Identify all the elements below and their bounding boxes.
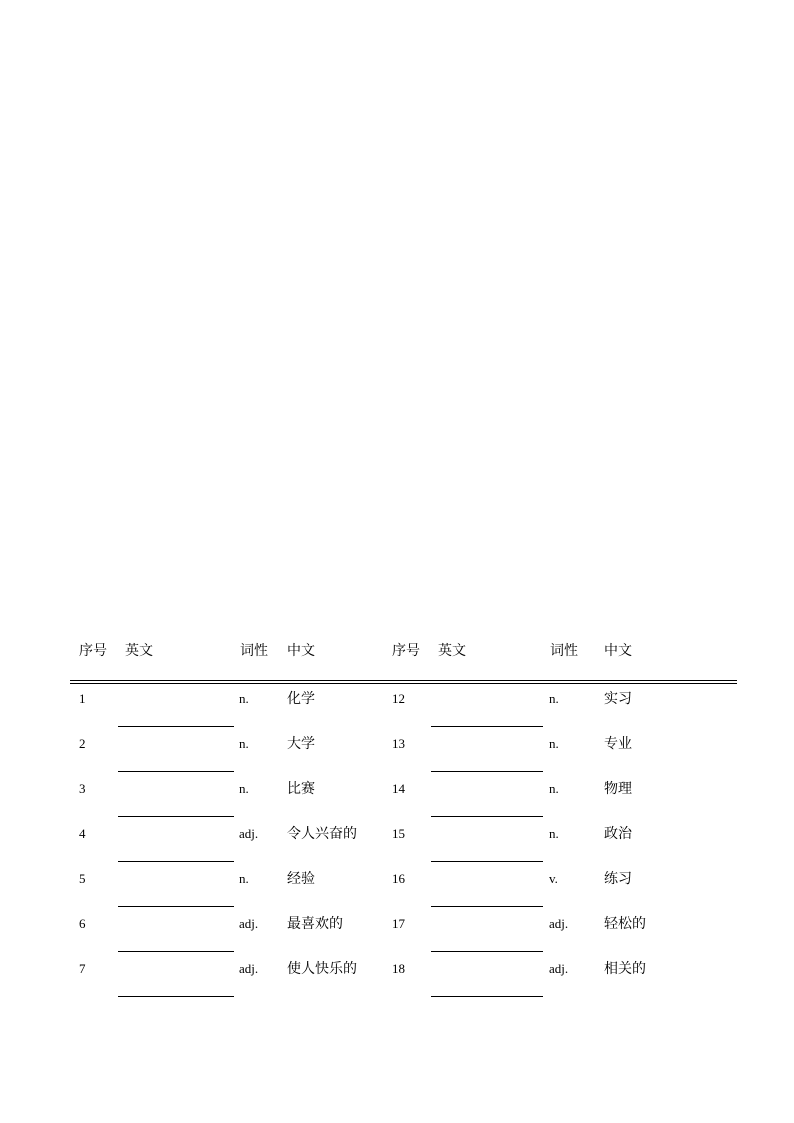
left-part-of-speech: n. bbox=[239, 871, 249, 886]
left-chinese: 经验 bbox=[287, 871, 315, 887]
table-row bbox=[70, 862, 737, 907]
table-row bbox=[70, 682, 737, 727]
left-number: 4 bbox=[79, 826, 86, 841]
left-chinese: 大学 bbox=[287, 736, 315, 752]
table-row bbox=[70, 907, 737, 952]
header-right-english: 英文 bbox=[438, 643, 466, 659]
right-number: 15 bbox=[392, 826, 405, 841]
right-part-of-speech: adj. bbox=[549, 961, 569, 976]
right-part-of-speech: n. bbox=[549, 826, 559, 841]
right-number: 16 bbox=[392, 871, 405, 886]
left-number: 5 bbox=[79, 871, 86, 886]
right-part-of-speech: v. bbox=[549, 871, 558, 886]
left-part-of-speech: n. bbox=[239, 691, 249, 706]
right-number: 13 bbox=[392, 736, 405, 751]
right-chinese: 实习 bbox=[604, 691, 632, 707]
left-english-answer-blank[interactable] bbox=[118, 996, 234, 997]
right-chinese: 相关的 bbox=[604, 961, 646, 977]
left-part-of-speech: adj. bbox=[239, 826, 259, 841]
right-chinese: 政治 bbox=[604, 826, 632, 842]
left-part-of-speech: n. bbox=[239, 781, 249, 796]
header-left-number: 序号 bbox=[79, 643, 107, 659]
left-chinese: 化学 bbox=[287, 691, 315, 707]
table-row bbox=[70, 817, 737, 862]
left-number: 6 bbox=[79, 916, 86, 931]
header-left-chinese: 中文 bbox=[287, 643, 315, 659]
right-number: 17 bbox=[392, 916, 405, 931]
table-row bbox=[70, 772, 737, 817]
header-left-english: 英文 bbox=[125, 643, 153, 659]
table-body bbox=[70, 682, 737, 997]
right-english-answer-blank[interactable] bbox=[431, 996, 543, 997]
left-number: 7 bbox=[79, 961, 86, 976]
left-number: 3 bbox=[79, 781, 86, 796]
left-part-of-speech: adj. bbox=[239, 916, 259, 931]
left-part-of-speech: adj. bbox=[239, 961, 259, 976]
left-number: 1 bbox=[79, 691, 86, 706]
left-number: 2 bbox=[79, 736, 86, 751]
right-chinese: 练习 bbox=[604, 871, 632, 887]
table-row bbox=[70, 952, 737, 997]
left-chinese: 使人快乐的 bbox=[287, 961, 357, 977]
left-chinese: 比赛 bbox=[287, 781, 315, 797]
right-part-of-speech: n. bbox=[549, 781, 559, 796]
right-number: 12 bbox=[392, 691, 405, 706]
header-right-chinese: 中文 bbox=[604, 643, 632, 659]
right-chinese: 轻松的 bbox=[604, 916, 646, 932]
table-row bbox=[70, 727, 737, 772]
right-number: 18 bbox=[392, 961, 405, 976]
header-right-number: 序号 bbox=[392, 643, 420, 659]
right-part-of-speech: n. bbox=[549, 691, 559, 706]
right-part-of-speech: n. bbox=[549, 736, 559, 751]
left-chinese: 令人兴奋的 bbox=[287, 826, 357, 842]
header-right-part-of-speech: 词性 bbox=[550, 643, 578, 659]
right-chinese: 专业 bbox=[604, 736, 632, 752]
right-chinese: 物理 bbox=[604, 781, 632, 797]
right-number: 14 bbox=[392, 781, 405, 796]
right-part-of-speech: adj. bbox=[549, 916, 569, 931]
left-chinese: 最喜欢的 bbox=[287, 916, 343, 932]
header-left-part-of-speech: 词性 bbox=[240, 643, 268, 659]
left-part-of-speech: n. bbox=[239, 736, 249, 751]
vocabulary-table bbox=[70, 630, 737, 1010]
table-header-row bbox=[70, 630, 737, 670]
